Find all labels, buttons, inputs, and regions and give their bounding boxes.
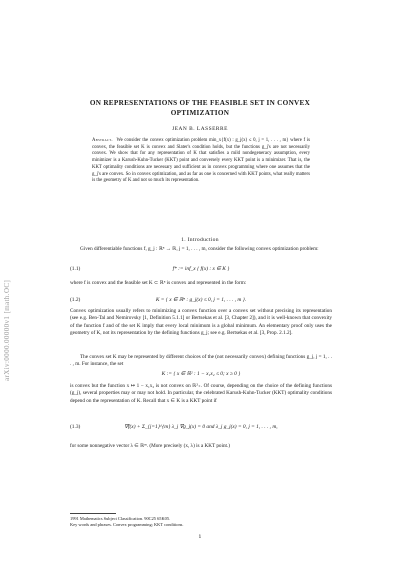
equation-example-set [70,371,332,380]
paragraph-convex-optimization: Convex optimization usually refers to minimizing a convex function over a convex set without precising its representation (see e.g. Ben-Tal and Nemirovsky [1, Definition 5.1.1] or Bertsekas et al. [3, Chapter 2]), and it is well-known that convexity of the function f and of the set K imply that every local minimum is a global minimum. An elementary proof only uses the geometry of K, not its representation by the defining functions g_j; see e.g. Bertsekas et al. [3, Prop. 2.1.2]. [70,308,332,337]
section-heading: 1. Introduction [181,237,219,243]
arxiv-stamp: arXiv:0000.00000v1 [math.OC] [3,279,11,381]
equation-body: f* := inf_x { f(x) : x ∈ K } [172,266,230,272]
paragraph-feasible-set: where f is convex and the feasible set K ⊂ ℝⁿ is convex and represented in the form: [70,280,247,286]
footnote-rule [70,513,116,514]
abstract-text: We consider the convex optimization problem min_x{f(x) : g_j(x) ≤ 0, j = 1, . . . , m} where f is convex, the feasible set K is convex and Slater's condition holds, but the functions g_j's are not necessarily convex. We show that for any representation of K that satisfies a mild nondegeneracy assumption, every minimizer is a Karush-Kuhn-Tucker (KKT) point and conversely every KKT point is a minimizer. That is, the KKT optimality conditions are necessary and sufficient as in convex programming where one assumes that the g_j's are convex. So in convex optimization, and as far as one is concerned with KKT points, what really matters is the geometry of K and not so much its representation. [92,138,310,184]
equation-number: (1.1) [70,266,81,272]
footnote-msc: 1991 Mathematics Subject Classification. 90C25 65K05. [70,516,171,521]
equation-body: K := { x ∈ ℝ² : 1 − x₁x₂ ≤ 0; x ≥ 0 } [161,371,241,377]
paragraph-representation: The convex set K may be represented by different choices of the (not necessarily convex) defining functions g_j, j = 1, . . . , m. For instance, the set [70,354,332,368]
abstract [92,138,310,185]
paragraph-kkt: is convex but the function x ↦ 1 − x₁x₂ is not convex on ℝ²₊. Of course, depending on the choice of the defining functions (g_j), several properties may or may not hold. In particular, the celebrated Karush-Kuhn-Tucker (KKT) optimality conditions depend on the representation of K. Recall that x ∈ K is a KKT point if [70,383,332,404]
equation-1-1 [70,266,332,275]
equation-1-3 [70,424,332,433]
equation-body: K = { x ∈ ℝⁿ : g_j(x) ≤ 0, j = 1, . . . , m }. [155,297,247,303]
author-name: JEAN B. LASSERRE [172,126,228,132]
equation-body: ∇f(x) + Σ_{j=1}^{m} λ_j ∇g_j(x) = 0 and λ_j g_j(x) = 0, j = 1, . . . , m, [124,424,278,430]
abstract-label: Abstract. [92,138,113,143]
page-number: 1 [198,534,202,540]
paragraph-intro: Given differentiable functions f, g_j : ℝⁿ → ℝ, j = 1, . . . , m, consider the following convex optimization problem: [80,246,319,252]
paper-title: ON REPRESENTATIONS OF THE FEASIBLE SET IN CONVEX OPTIMIZATION [89,99,311,117]
footnote-keywords: Key words and phrases. Convex programming; KKT conditions. [70,522,184,527]
equation-number: (1.3) [70,424,81,430]
equation-number: (1.2) [70,297,81,303]
paragraph-kkt-point: for some nonnegative vector λ ∈ ℝᵐ. (More precisely (x, λ) is a KKT point.) [70,443,231,449]
equation-1-2 [70,297,332,306]
